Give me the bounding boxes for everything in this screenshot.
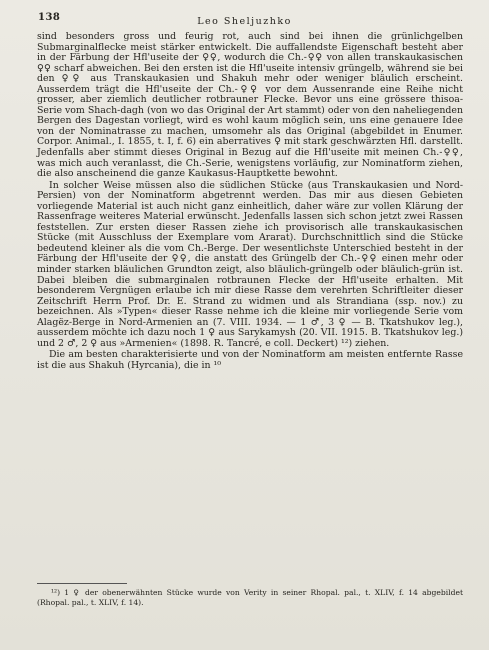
paragraph-3: Die am besten charakterisierte und von der Nominatform am meisten entfernte Rasse ist die aus Shakuh (Hyrcania), die in ¹⁰ xyxy=(37,349,463,371)
footnote-text: ¹²) 1 ♀ der obenerwähnten Stücke wurde von Verity in seiner Rhopal. pal., t. XLIV, f. 14 abgebildet (Rhopal. pal., t. XLIV, f. 14). xyxy=(37,588,463,607)
page-number: 138 xyxy=(38,12,61,23)
footnote xyxy=(37,588,463,607)
paragraph-2: In solcher Weise müssen also die südlichen Stücke (aus Transkaukasien und Nord-Persien) von der Nominatform abgetrennt werden. Das mir aus diesen Gebieten vorliegende Material ist auch nicht ganz einheitlich, daher wäre zur vollen Klärung der Rassenfrage weiteres Material erwünscht. Jedenfalls lassen sich schon jetzt zwei Rassen feststellen. Zur ersten dieser Rassen ziehe ich provisorisch alle transkaukasischen Stücke (mit Ausschluss der Exemplare vom Ararat). Durchschnittlich sind die Stücke bedeutend kleiner als die vom Ch.-Berge. Der wesentlichste Unterschied besteht in der Färbung der Hfl'useite der ♀♀, die anstatt des Grüngelb der Ch.-♀♀ einen mehr oder minder starken bläulichen Grundton zeigt, also bläulich-grüngelb oder bläulich-grün ist. Dabei bleiben die submarginalen rotbraunen Flecke der Hfl'useite erhalten. Mit besonderem Vergnügen erlaube ich mir diese Rasse dem verehrten Schriftleiter dieser Zeitschrift Herrn Prof. Dr. E. Strand zu widmen und als Strandiana (ssp. nov.) zu bezeichnen. Als »Typen« dieser Rasse nehme ich die kleine mir vorliegende Serie vom Alagëz-Berge in Nord-Armenien an (7. VIII. 1934. — 1 ♂, 3 ♀ — B. Tkatshukov leg.), ausserdem möchte ich dazu noch 1 ♀ aus Sarykamysh (20. VII. 1915. B. Tkatshukov leg.) und 2 ♂, 2 ♀ aus »Armenien« (1898. R. Tancré, e coll. Deckert) ¹²) ziehen. xyxy=(37,179,463,349)
body-text xyxy=(37,32,463,372)
paragraph-1: sind besonders gross und feurig rot, auch sind bei ihnen die grünlichgelben Submarginalflecke meist stärker entwickelt. Die auffallendste Eigenschaft besteht aber in der Färbung der Hfl'useite der ♀♀, wodurch die Ch.-♀♀ von allen transkaukasischen ♀♀ scharf abweichen. Bei den ersten ist die Hfl'useite intensiv grüngelb, während sie bei den ♀♀ aus Transkaukasien und Shakuh mehr oder weniger bläulich erscheint. Ausserdem trägt die Hfl'useite der Ch.-♀♀ vor dem Aussenrande eine Reihe nicht grosser, aber ziemlich deutlicher rotbrauner Flecke. Bevor uns eine grössere thisoa-Serie vom Shach-dagh (von wo das Original der Art stammt) oder von den naheliegenden Bergen des Dagestan vorliegt, wird es wohl kaum möglich sein, uns eine genauere Idee von der Nominatrasse zu machen, umsomehr als das Original (abgebildet in Enumer. Corpor. Animal., I. 1855, t. I, f. 6) ein aberratives ♀ mit stark geschwärzten Hfl. darstellt. Jedenfalls aber stimmt dieses Original in Bezug auf die Hfl'useite mit meinen Ch.-♀♀, was mich auch veranlasst, die Ch.-Serie, wenigstens vorläufig, zur Nominatform ziehen, die also anscheinend die ganze Kaukasus-Hauptkette bewohnt. xyxy=(37,31,463,180)
running-head: Leo Sheljuzhko xyxy=(197,16,292,27)
footnote-rule xyxy=(37,583,127,584)
